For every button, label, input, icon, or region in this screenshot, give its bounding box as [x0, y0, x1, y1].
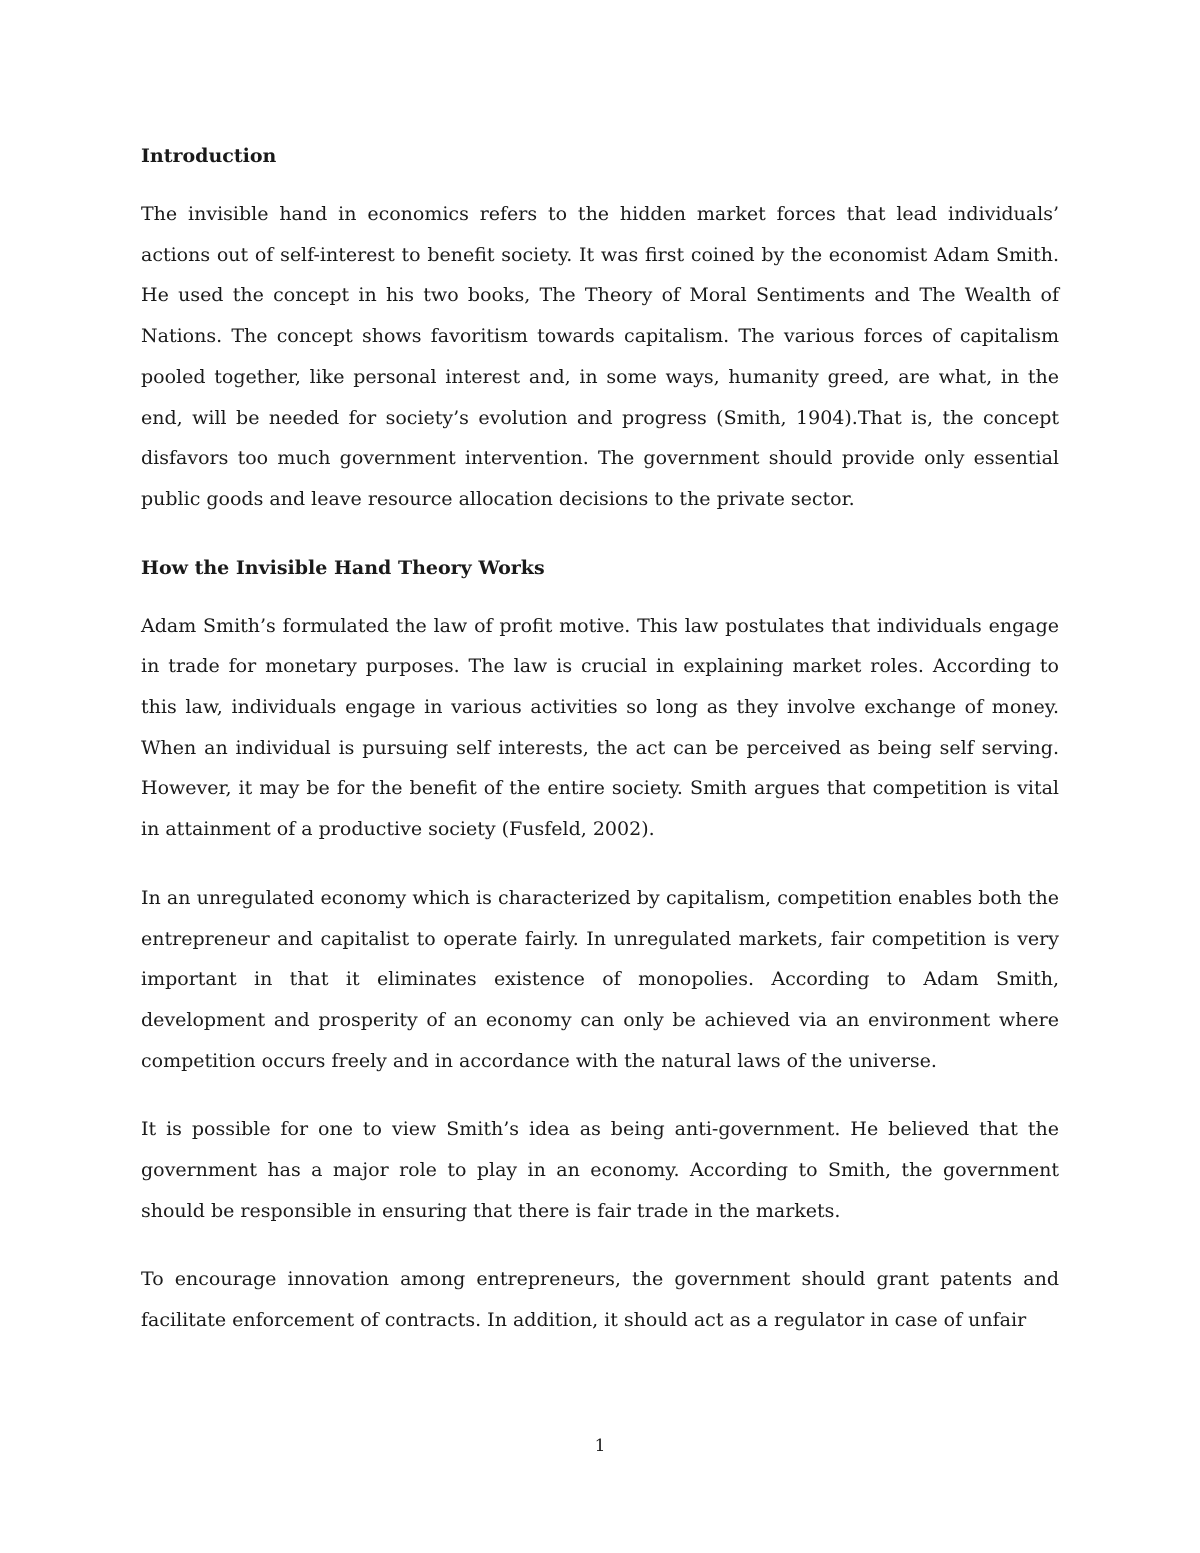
section-heading-introduction: Introduction — [141, 145, 277, 167]
paragraph-unregulated-economy: In an unregulated economy which is characterized by capitalism, competition enables both the entrepreneur and capitalist to operate fairly. In unregulated markets, fair competition is very important in that it eliminates existence of monopolies. According to Adam Smith, development and prosperity of an economy can only be achieved via an environment where competition occurs freely and in accordance with the natural laws of the universe. — [141, 886, 1059, 1072]
paragraph-profit-motive: Adam Smith’s formulated the law of profit motive. This law postulates that individuals engage in trade for monetary purposes. The law is crucial in explaining market roles. According to this law, individuals engage in various activities so long as they involve exchange of money. When an individual is pursuing self interests, the act can be perceived as being self serving. However, it may be for the benefit of the entire society. Smith argues that competition is vital in attainment of a productive society (Fusfeld, 2002). — [141, 614, 1059, 841]
paragraph-introduction: The invisible hand in economics refers to the hidden market forces that lead individuals’ actions out of self-interest to benefit society. It was first coined by the economist Adam Smith. He used the concept in his two books, The Theory of Moral Sentiments and The Wealth of Nations. The concept shows favoritism towards capitalism. The various forces of capitalism pooled together, like personal interest and, in some ways, humanity greed, are what, in the end, will be needed for society’s evolution and progress (Smith, 1904).That is, the concept disfavors too much government intervention. The government should provide only essential public goods and leave resource allocation decisions to the private sector. — [141, 203, 1059, 510]
paragraph-innovation: To encourage innovation among entrepreneurs, the government should grant patents and facilitate enforcement of contracts. In addition, it should act as a regulator in case of unfair — [141, 1268, 1059, 1332]
paragraph-anti-government: It is possible for one to view Smith’s idea as being anti-government. He believed that the government has a major role to play in an economy. According to Smith, the government should be responsible in ensuring that there is fair trade in the markets. — [141, 1118, 1059, 1222]
document-body — [141, 136, 1059, 1341]
section-heading-how-invisible-hand-works: How the Invisible Hand Theory Works — [141, 556, 545, 579]
page-number: 1 — [594, 1436, 606, 1456]
